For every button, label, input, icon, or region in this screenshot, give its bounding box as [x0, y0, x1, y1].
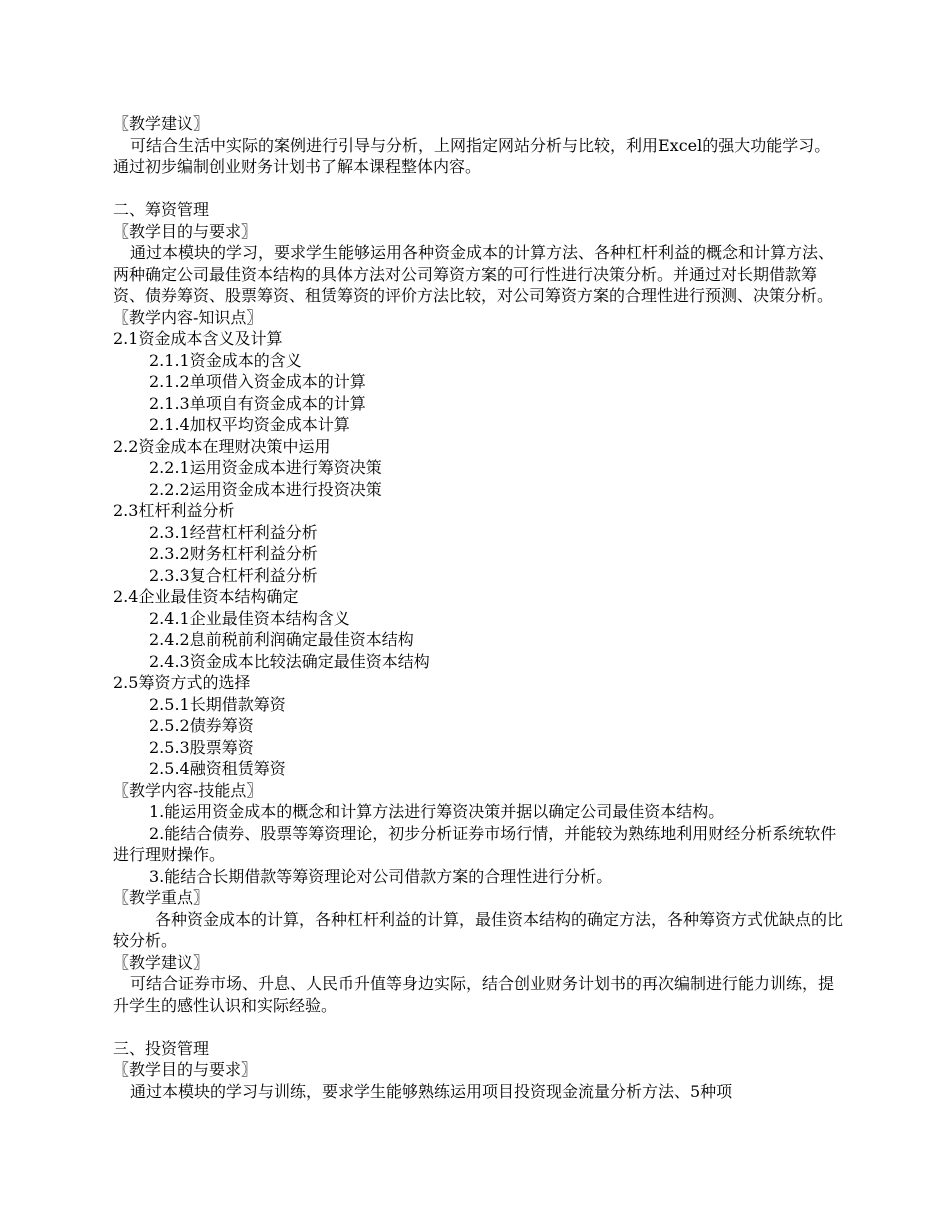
section-label: 〖教学建议〗	[113, 114, 210, 133]
paragraph: 通过本模块的学习与训练，要求学生能够熟练运用项目投资现金流量分析方法、5种项	[130, 1081, 733, 1101]
section-label: 〖教学建议〗	[113, 952, 210, 972]
topic-title: 2.2资金成本在理财决策中运用	[113, 436, 331, 456]
section-heading: 二、筹资管理	[113, 200, 210, 219]
topic-item: 2.3.3复合杠杆利益分析	[149, 565, 318, 585]
topic-item: 2.5.2债券筹资	[149, 716, 254, 735]
paragraph: 各种资金成本的计算，各种杠杆利益的计算，最佳资本结构的确定方法，各种筹资方式优缺点的比较分析。	[113, 909, 844, 950]
section-label: 〖教学内容-技能点〗	[113, 780, 263, 800]
topic-item: 2.2.2运用资金成本进行投资决策	[149, 479, 382, 499]
topic-item: 2.3.2财务杠杆利益分析	[149, 544, 318, 563]
topic-item: 2.5.1长期借款筹资	[149, 694, 286, 714]
section-label: 〖教学目的与要求〗	[113, 221, 258, 241]
blank-line	[113, 1016, 843, 1038]
topic-2-5	[113, 672, 843, 780]
paragraph: 通过本模块的学习，要求学生能够运用各种资金成本的计算方法、各种杠杆利益的概念和计算方法、两种确定公司最佳资本结构的具体方法对公司筹资方案的可行性进行决策分析。并通过对长期借款筹资、债券筹资、股票筹资、租赁筹资的评价方法比较，对公司筹资方案的合理性进行预测、决策分析。	[113, 243, 835, 305]
topic-title: 2.4企业最佳资本结构确定	[113, 587, 299, 606]
topic-title: 2.1资金成本含义及计算	[113, 329, 283, 348]
topic-2-1	[113, 328, 843, 436]
topic-item: 2.2.1运用资金成本进行筹资决策	[149, 458, 382, 477]
topic-item: 2.1.2单项借入资金成本的计算	[149, 372, 366, 391]
skill-item: 3.能结合长期借款等筹资理论对公司借款方案的合理性进行分析。	[149, 866, 613, 886]
section-label: 〖教学内容-知识点〗	[113, 307, 263, 327]
section-label: 〖教学目的与要求〗	[113, 1060, 258, 1079]
topic-title: 2.3杠杆利益分析	[113, 501, 235, 520]
paragraph: 可结合证券市场、升息、人民币升值等身边实际，结合创业财务计划书的再次编制进行能力训练，提升学生的感性认识和实际经验。	[113, 974, 835, 1015]
section-label: 〖教学重点〗	[113, 888, 210, 907]
topic-item: 2.3.1经营杠杆利益分析	[149, 522, 318, 542]
topic-2-2	[113, 436, 843, 501]
skill-item: 2.能结合债券、股票等筹资理论，初步分析证券市场行情，并能较为熟练地利用财经分析系统软件进行理财操作。	[113, 823, 837, 864]
section-heading: 三、投资管理	[113, 1038, 210, 1058]
document-body	[113, 113, 843, 1102]
blank-line	[113, 178, 843, 200]
skill-item: 1.能运用资金成本的概念和计算方法进行筹资决策并据以确定公司最佳资本结构。	[149, 802, 725, 821]
topic-item: 2.5.3股票筹资	[149, 737, 254, 757]
paragraph: 可结合生活中实际的案例进行引导与分析，上网指定网站分析与比较，利用Excel的强大功能学习。通过初步编制创业财务计划书了解本课程整体内容。	[113, 135, 831, 176]
topic-item: 2.1.1资金成本的含义	[149, 350, 302, 370]
topic-item: 2.5.4融资租赁筹资	[149, 759, 286, 778]
topic-item: 2.4.3资金成本比较法确定最佳资本结构	[149, 651, 430, 671]
topic-item: 2.4.2息前税前利润确定最佳资本结构	[149, 630, 414, 649]
topic-2-4	[113, 586, 843, 672]
topic-title: 2.5筹资方式的选择	[113, 673, 251, 692]
topic-2-3	[113, 500, 843, 586]
topic-item: 2.1.4加权平均资金成本计算	[149, 415, 350, 434]
topic-item: 2.4.1企业最佳资本结构含义	[149, 608, 350, 628]
topic-item: 2.1.3单项自有资金成本的计算	[149, 393, 366, 413]
